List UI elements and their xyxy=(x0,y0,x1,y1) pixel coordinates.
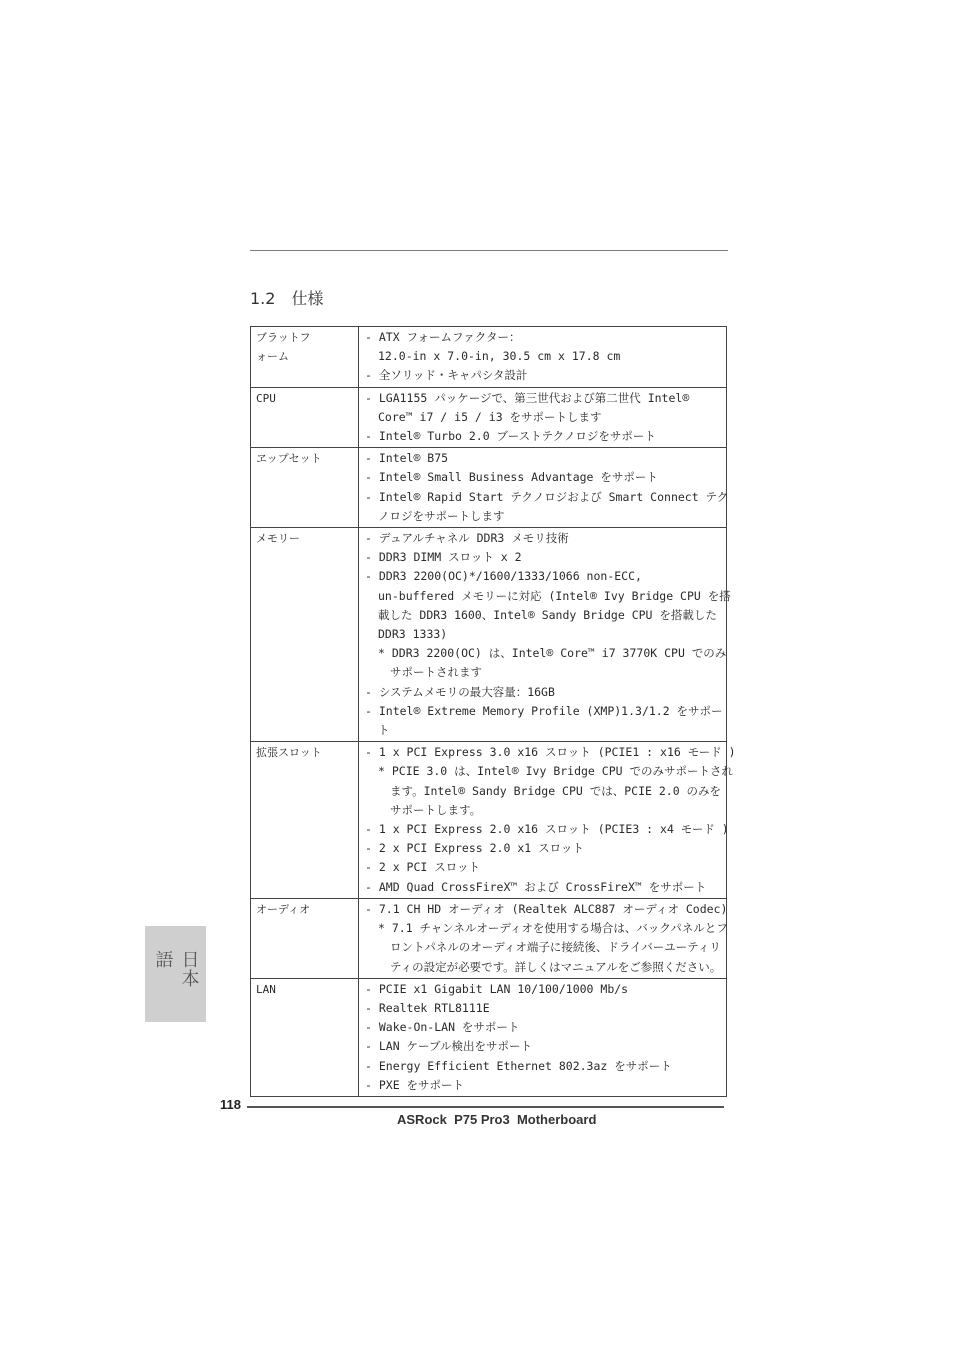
spec-value xyxy=(359,327,727,388)
spec-row xyxy=(251,528,727,742)
spec-row xyxy=(251,742,727,899)
spec-label xyxy=(251,742,359,899)
spec-table-body xyxy=(251,327,736,1097)
spec-line: - Energy Efficient Ethernet 802.3az をサポート xyxy=(365,1058,672,1073)
spec-label xyxy=(251,327,359,388)
page-number: 118 xyxy=(220,1097,241,1112)
spec-label-line: LAN xyxy=(256,982,276,996)
spec-line: 12.0-in x 7.0-in, 30.5 cm x 17.8 cm xyxy=(378,349,621,364)
spec-line: ます。Intel® Sandy Bridge CPU では、PCIE 2.0 のみを xyxy=(390,783,722,798)
spec-line: - デュアルチャネル DDR3 メモリ技術 xyxy=(365,531,569,546)
section-title: 1.2 仕様 xyxy=(250,289,324,308)
spec-line: - Intel® B75 xyxy=(365,451,449,466)
spec-label-line: CPU xyxy=(256,391,276,405)
spec-line: - Intel® Extreme Memory Profile (XMP)1.3/1.2 をサポー xyxy=(365,703,723,718)
spec-line: - 7.1 CH HD オーディオ (Realtek ALC887 オーディオ Codec) xyxy=(365,901,728,916)
spec-value xyxy=(359,387,727,448)
spec-table xyxy=(250,326,736,1097)
spec-value xyxy=(359,898,727,978)
spec-line: サポートします。 xyxy=(390,802,482,817)
spec-line: サポートされます xyxy=(390,665,482,680)
spec-label-line: 拡張スロット xyxy=(256,746,322,760)
footer-text: ASRock P75 Pro3 Motherboard xyxy=(397,1112,597,1127)
spec-line: - 2 x PCI スロット xyxy=(365,860,481,875)
spec-value xyxy=(359,448,727,528)
spec-label xyxy=(251,528,359,742)
spec-line: - Wake-On-LAN をサポート xyxy=(365,1020,520,1035)
spec-line: - LGA1155 パッケージで、第三世代および第二世代 Intel® xyxy=(365,390,690,405)
spec-line: - Intel® Turbo 2.0 ブーストテクノロジをサポート xyxy=(365,429,656,444)
spec-line: - 1 x PCI Express 3.0 x16 スロット (PCIE1 : x16 モード ) xyxy=(365,745,736,760)
spec-value xyxy=(359,528,731,742)
spec-line: - PXE をサポート xyxy=(365,1077,465,1092)
spec-line: 載した DDR3 1600、Intel® Sandy Bridge CPU を搭載した xyxy=(378,607,717,622)
spec-line: un-buffered メモリーに対応 (Intel® Ivy Bridge CPU を搭 xyxy=(378,588,731,603)
spec-line: - DDR3 2200(OC)*/1600/1333/1066 non-ECC, xyxy=(365,569,642,584)
spec-row xyxy=(251,387,727,448)
spec-label-line: オーディオ xyxy=(256,902,311,916)
spec-line: ノロジをサポートします xyxy=(378,508,505,523)
spec-line: - 全ソリッド・キャパシタ設計 xyxy=(365,368,528,383)
spec-line: - システムメモリの最大容量：16GB xyxy=(365,684,555,699)
spec-row xyxy=(251,978,727,1096)
spec-label xyxy=(251,387,359,448)
spec-line: - ATX フォームファクター： xyxy=(365,330,521,344)
spec-value xyxy=(359,978,727,1096)
spec-row xyxy=(251,327,727,388)
spec-label xyxy=(251,898,359,978)
spec-label-line: ォーム xyxy=(256,350,289,364)
language-tab-label: 日本語 xyxy=(152,950,200,988)
spec-line: - AMD Quad CrossFireX™ および CrossFireX™ をサポート xyxy=(365,879,707,894)
spec-line: Core™ i7 / i5 / i3 をサポートします xyxy=(378,409,602,424)
bottom-rule xyxy=(247,1106,724,1108)
spec-line: - Intel® Small Business Advantage をサポート xyxy=(365,470,658,485)
spec-row xyxy=(251,898,727,978)
spec-label-line: ヱップセット xyxy=(256,452,322,466)
spec-line: - DDR3 DIMM スロット x 2 xyxy=(365,550,522,565)
spec-value xyxy=(359,742,736,899)
language-tab xyxy=(145,926,206,1022)
spec-label-line: メモリー xyxy=(256,532,300,546)
spec-line: - LAN ケーブル検出をサポート xyxy=(365,1039,533,1054)
spec-line: - PCIE x1 Gigabit LAN 10/100/1000 Mb/s xyxy=(365,981,629,996)
spec-line: ロントパネルのオーディオ端子に接続後、ドライバーユーティリ xyxy=(390,940,721,955)
spec-line: - Realtek RTL8111E xyxy=(365,1000,490,1015)
spec-line: * DDR3 2200(OC) は、Intel® Core™ i7 3770K CPU でのみ xyxy=(378,646,727,661)
spec-line: ティの設定が必要です。詳しくはマニュアルをご参照ください。 xyxy=(390,959,722,974)
spec-line: * PCIE 3.0 は、Intel® Ivy Bridge CPU でのみサポートされ xyxy=(378,764,733,779)
spec-line: - 1 x PCI Express 2.0 x16 スロット (PCIE3 : x4 モード ) xyxy=(365,822,729,837)
spec-label xyxy=(251,448,359,528)
spec-line: DDR3 1333) xyxy=(378,627,448,642)
spec-label xyxy=(251,978,359,1096)
spec-row xyxy=(251,448,727,528)
spec-line: - 2 x PCI Express 2.0 x1 スロット xyxy=(365,841,584,856)
spec-line: - Intel® Rapid Start テクノロジおよび Smart Connect テク xyxy=(365,489,729,504)
top-rule xyxy=(250,250,728,251)
spec-label-line: ブラットフ xyxy=(256,331,311,344)
spec-line: ト xyxy=(378,723,390,738)
spec-line: * 7.1 チャンネルオーディオを使用する場合は、バックパネルとフ xyxy=(378,921,728,936)
